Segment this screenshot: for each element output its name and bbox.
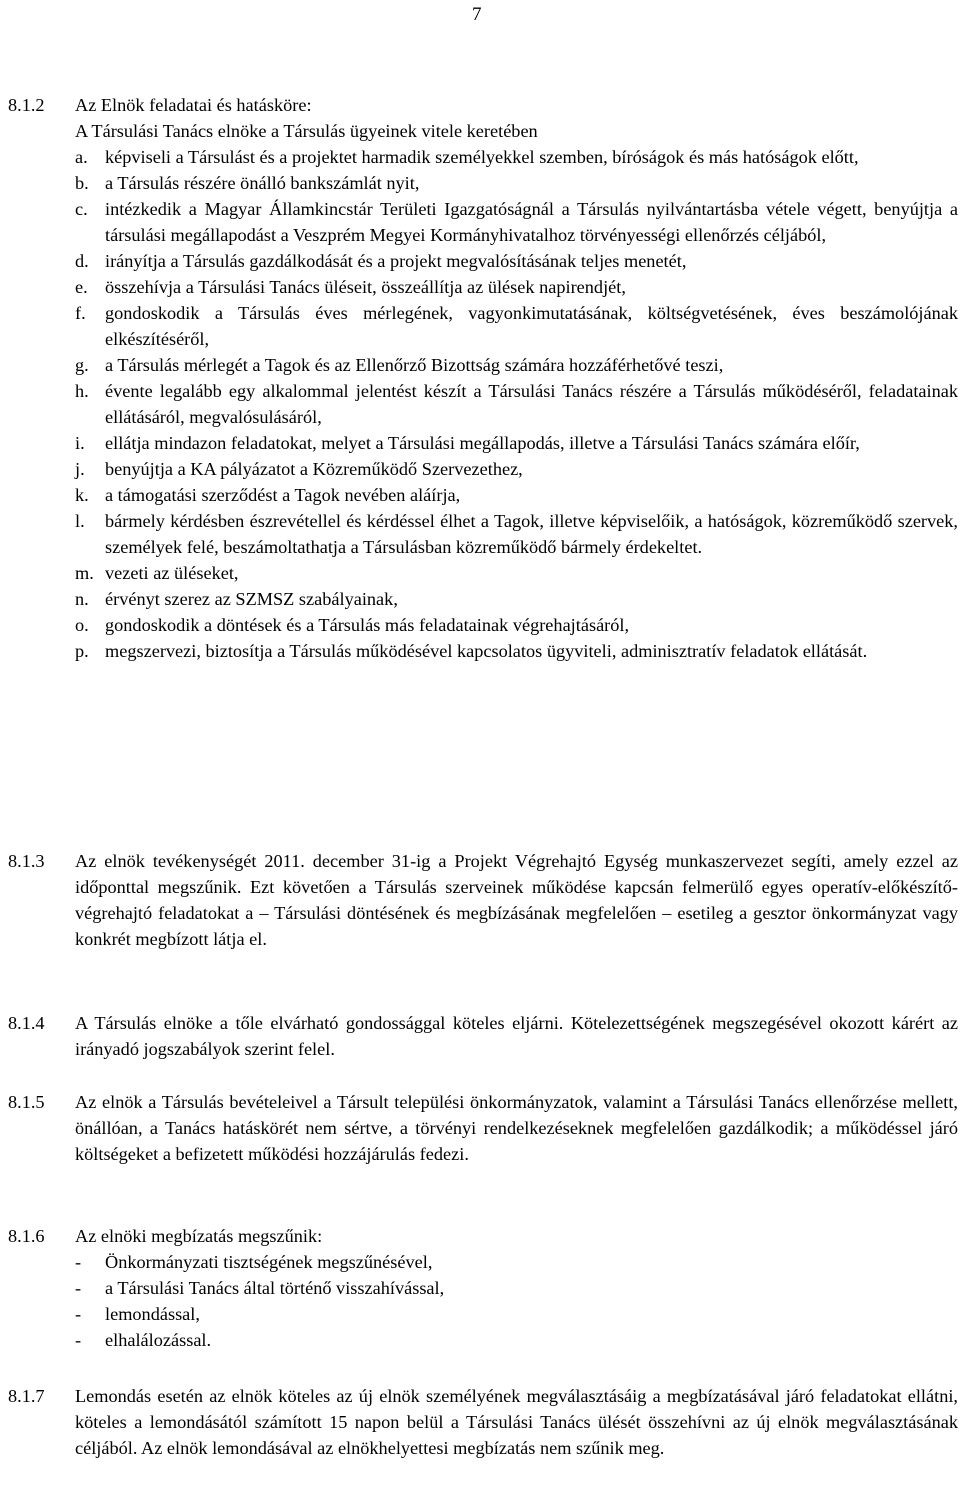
item-letter: o.	[75, 615, 89, 635]
section-8-1-7	[8, 1383, 958, 1461]
item-text: évente legalább egy alkalommal jelentést készít a Társulási Tanács részére a Társulás működéséről, feladatainak ellátásáról, megvalósulásáról,	[105, 381, 958, 427]
section-8-1-2	[8, 92, 958, 664]
list-item	[75, 144, 958, 170]
list-item	[75, 378, 958, 430]
list-item	[75, 1249, 958, 1275]
item-text: Önkormányzati tisztségének megszűnésével,	[105, 1252, 433, 1272]
item-text: lemondással,	[105, 1304, 200, 1324]
list-item	[75, 456, 958, 482]
dash-marker: -	[75, 1252, 82, 1272]
section-text: Az elnök a Társulás bevételeivel a Társult települési önkormányzatok, valamint a Társulási Tanács ellenőrzése mellett, önállóan, a Tanács hatáskörét nem sértve, a törvényi rendelkezéseknek megfelelően gazdálkodik; a működéssel járó költségeket a befizetett működési hozzájárulás fedezi.	[75, 1092, 958, 1164]
list-item	[75, 638, 958, 664]
section-intro: A Társulási Tanács elnöke a Társulás ügyeinek vitele keretében	[75, 121, 538, 141]
page-number: 7	[472, 4, 482, 25]
item-text: bármely kérdésben észrevétellel és kérdéssel élhet a Tagok, illetve képviselőik, a hatóságok, közreműködő szervek, személyek felé, beszámoltathatja a Társulásban közreműködő bármely érdekeltet.	[105, 511, 958, 557]
dash-marker: -	[75, 1304, 82, 1324]
list-item	[75, 430, 958, 456]
item-text: elhalálozással.	[105, 1330, 212, 1350]
section-8-1-6	[8, 1223, 958, 1353]
item-text: gondoskodik a Társulás éves mérlegének, vagyonkimutatásának, költségvetésének, éves beszámolójának elkészítéséről,	[105, 303, 958, 349]
section-number: 8.1.2	[8, 95, 45, 115]
list-item	[75, 508, 958, 560]
dash-marker: -	[75, 1278, 82, 1298]
duties-list	[75, 144, 958, 664]
item-letter: f.	[75, 303, 86, 323]
item-text: érvényt szerez az SZMSZ szabályainak,	[105, 589, 398, 609]
item-text: benyújtja a KA pályázatot a Közreműködő Szervezethez,	[105, 459, 523, 479]
list-item	[75, 300, 958, 352]
item-letter: c.	[75, 199, 88, 219]
item-letter: b.	[75, 173, 89, 193]
list-item	[75, 612, 958, 638]
section-number: 8.1.5	[8, 1092, 45, 1112]
item-text: a Társulás részére önálló bankszámlát nyit,	[105, 173, 420, 193]
item-letter: k.	[75, 485, 89, 505]
list-item	[75, 560, 958, 586]
list-item	[75, 482, 958, 508]
item-letter: p.	[75, 641, 89, 661]
section-number: 8.1.4	[8, 1013, 45, 1033]
list-item	[75, 248, 958, 274]
item-text: a Társulási Tanács által történő visszahívással,	[105, 1278, 445, 1298]
item-text: megszervezi, biztosítja a Társulás működésével kapcsolatos ügyviteli, adminisztratív feladatok ellátását.	[105, 641, 868, 661]
list-item	[75, 586, 958, 612]
item-letter: n.	[75, 589, 89, 609]
list-item	[75, 1301, 958, 1327]
item-letter: l.	[75, 511, 85, 531]
item-text: képviseli a Társulást és a projektet harmadik személyekkel szemben, bíróságok és más hatóságok előtt,	[105, 147, 859, 167]
item-text: gondoskodik a döntések és a Társulás más feladatainak végrehajtásáról,	[105, 615, 630, 635]
item-text: intézkedik a Magyar Államkincstár Területi Igazgatóságnál a Társulás nyilvántartásba vétele végett, benyújtja a társulási megállapodást a Veszprém Megyei Kormányhivatalhoz törvényességi ellenőrzés céljából,	[105, 199, 958, 245]
item-letter: i.	[75, 433, 85, 453]
termination-list	[75, 1249, 958, 1353]
section-number: 8.1.6	[8, 1226, 45, 1246]
section-8-1-4	[8, 1010, 958, 1062]
item-letter: d.	[75, 251, 89, 271]
item-letter: e.	[75, 277, 88, 297]
item-letter: j.	[75, 459, 85, 479]
item-text: vezeti az üléseket,	[105, 563, 239, 583]
section-8-1-3	[8, 848, 958, 952]
item-text: irányítja a Társulás gazdálkodását és a projekt megvalósításának teljes menetét,	[105, 251, 687, 271]
list-item	[75, 1275, 958, 1301]
section-number: 8.1.7	[8, 1386, 45, 1406]
section-number: 8.1.3	[8, 851, 45, 871]
section-text: Az elnök tevékenységét 2011. december 31-ig a Projekt Végrehajtó Egység munkaszervezet segíti, amely ezzel az időponttal megszűnik. Ezt követően a Társulás szerveinek működése kapcsán felmerülő egyes operatív-előkészítő-végrehajtó feladatokat a – Társulási döntésének és megbízásának megfelelően – esetileg a gesztor önkormányzat vagy konkrét megbízott látja el.	[75, 851, 958, 949]
section-text: Lemondás esetén az elnök köteles az új elnök személyének megválasztásáig a megbízatásával járó feladatokat ellátni, köteles a lemondásától számított 15 napon belül a Társulási Tanács ülését összehívni az új elnök megválasztásának céljából. Az elnök lemondásával az elnökhelyettesi megbízatás nem szűnik meg.	[75, 1386, 958, 1458]
section-8-1-5	[8, 1089, 958, 1167]
item-letter: g.	[75, 355, 89, 375]
item-text: összehívja a Társulási Tanács üléseit, összeállítja az ülések napirendjét,	[105, 277, 626, 297]
dash-marker: -	[75, 1330, 82, 1350]
section-title: Az Elnök feladatai és hatásköre:	[75, 95, 312, 115]
item-text: a Társulás mérlegét a Tagok és az Ellenőrző Bizottság számára hozzáférhetővé teszi,	[105, 355, 724, 375]
item-letter: m.	[75, 563, 94, 583]
section-text: A Társulás elnöke a tőle elvárható gondossággal köteles eljárni. Kötelezettségének megszegésével okozott kárért az irányadó jogszabályok szerint felel.	[75, 1013, 958, 1059]
section-title: Az elnöki megbízatás megszűnik:	[75, 1226, 323, 1246]
list-item	[75, 196, 958, 248]
item-text: a támogatási szerződést a Tagok nevében aláírja,	[105, 485, 461, 505]
item-letter: a.	[75, 147, 88, 167]
list-item	[75, 170, 958, 196]
list-item	[75, 274, 958, 300]
list-item	[75, 352, 958, 378]
item-letter: h.	[75, 381, 89, 401]
list-item	[75, 1327, 958, 1353]
item-text: ellátja mindazon feladatokat, melyet a Társulási megállapodás, illetve a Társulási Tanács számára előír,	[105, 433, 860, 453]
